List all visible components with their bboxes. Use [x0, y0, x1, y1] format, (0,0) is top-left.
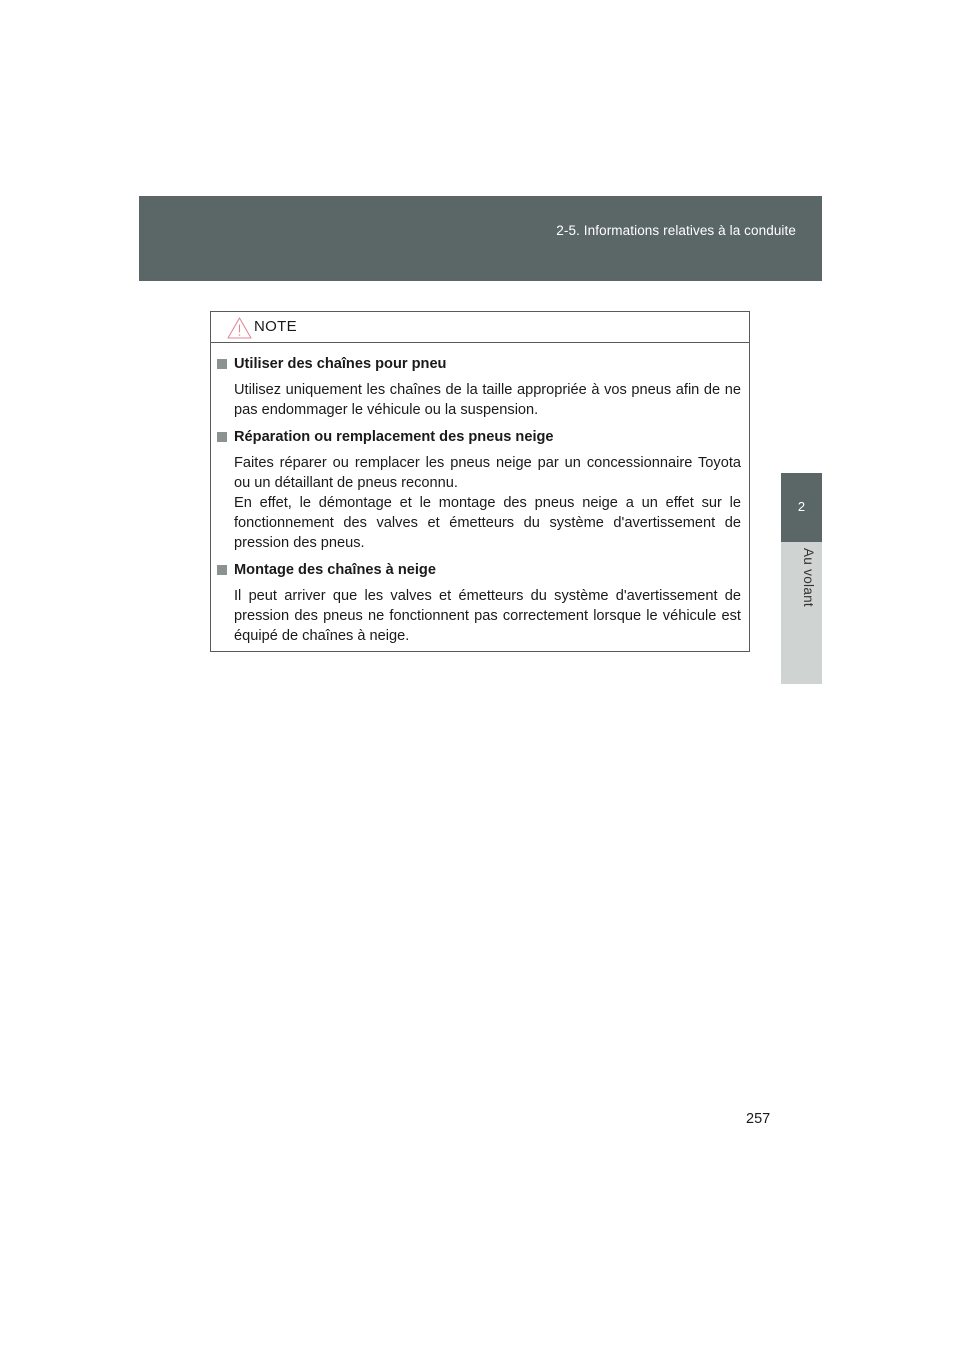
note-header [211, 312, 749, 343]
section-heading-text: Montage des chaînes à neige [234, 562, 436, 578]
section-title: 2-5. Informations relatives à la conduite [556, 223, 796, 238]
square-bullet-icon [217, 565, 227, 575]
note-box [210, 311, 750, 652]
chapter-tab [781, 473, 822, 542]
note-title: NOTE [254, 318, 297, 335]
square-bullet-icon [217, 359, 227, 369]
section-paragraph: En effet, le démontage et le montage des pneus neige a un effet sur le fonctionnement des valves et émetteurs du système d'avertissement de pression des pneus. [234, 495, 741, 551]
note-body [211, 343, 749, 646]
chapter-number: 2 [797, 499, 806, 514]
section-header-bar [139, 196, 822, 281]
section-heading [217, 427, 741, 447]
section-paragraph: Il peut arriver que les valves et émetteurs du système d'avertissement de pression des pneus ne fonctionnent pas correctement lorsque le véhicule est équipé de chaînes à neige. [234, 588, 741, 644]
chapter-label: Au volant [801, 548, 816, 607]
chapter-tab-label-area [781, 542, 822, 684]
page-number: 257 [746, 1111, 771, 1127]
section-heading-text: Réparation ou remplacement des pneus neige [234, 429, 554, 445]
section-paragraph: Faites réparer ou remplacer les pneus neige par un concessionnaire Toyota ou un détaillant de pneus reconnu. [234, 455, 741, 491]
warning-triangle-icon [226, 316, 253, 340]
square-bullet-icon [217, 432, 227, 442]
section-heading [217, 354, 741, 374]
section-paragraph: Utilisez uniquement les chaînes de la taille appropriée à vos pneus afin de ne pas endommager le véhicule ou la suspension. [234, 382, 741, 418]
section-heading-text: Utiliser des chaînes pour pneu [234, 356, 447, 372]
section-heading [217, 560, 741, 580]
